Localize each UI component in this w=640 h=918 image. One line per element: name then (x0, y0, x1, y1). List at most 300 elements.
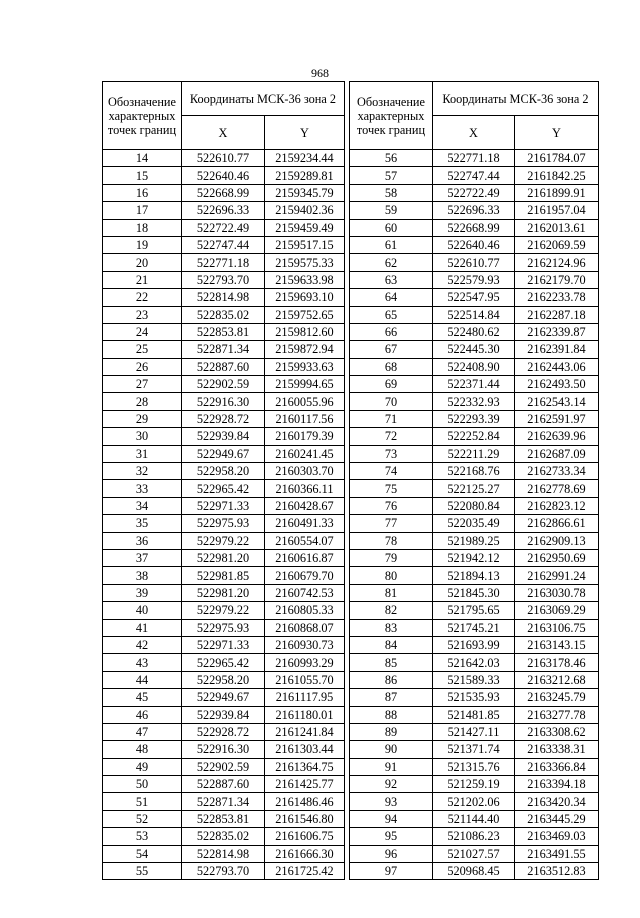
y-coordinate-cell: 2162591.97 (515, 410, 599, 427)
point-id-cell: 62 (350, 254, 433, 271)
table-row (103, 584, 345, 601)
table-row (103, 184, 345, 201)
table-row (350, 184, 599, 201)
table-row (350, 758, 599, 775)
point-id-cell: 44 (103, 671, 182, 688)
table-row (103, 341, 345, 358)
y-coordinate-cell: 2163469.03 (515, 828, 599, 845)
x-coordinate-cell: 522371.44 (433, 376, 515, 393)
table-row (103, 167, 345, 184)
x-coordinate-cell: 521315.76 (433, 758, 515, 775)
point-id-cell: 27 (103, 376, 182, 393)
table-row (103, 410, 345, 427)
point-id-cell: 68 (350, 358, 433, 375)
table-row (350, 515, 599, 532)
point-id-cell: 20 (103, 254, 182, 271)
point-id-cell: 55 (103, 863, 182, 880)
point-id-cell: 70 (350, 393, 433, 410)
table-row (103, 828, 345, 845)
y-coordinate-cell: 2161486.46 (265, 793, 345, 810)
y-coordinate-cell: 2161666.30 (265, 845, 345, 862)
y-coordinate-cell: 2161303.44 (265, 741, 345, 758)
point-id-cell: 93 (350, 793, 433, 810)
y-coordinate-cell: 2163030.78 (515, 584, 599, 601)
table-row (350, 776, 599, 793)
point-id-cell: 92 (350, 776, 433, 793)
point-id-cell: 66 (350, 323, 433, 340)
x-coordinate-cell: 521693.99 (433, 636, 515, 653)
table-row (350, 376, 599, 393)
x-coordinate-cell: 522916.30 (182, 741, 265, 758)
table-row (350, 741, 599, 758)
x-coordinate-cell: 522958.20 (182, 463, 265, 480)
x-coordinate-cell: 522853.81 (182, 323, 265, 340)
y-coordinate-cell: 2159752.65 (265, 306, 345, 323)
y-coordinate-cell: 2163106.75 (515, 619, 599, 636)
table-row (103, 150, 345, 167)
x-coordinate-cell: 522445.30 (433, 341, 515, 358)
y-coordinate-cell: 2162866.61 (515, 515, 599, 532)
y-coordinate-cell: 2160241.45 (265, 445, 345, 462)
y-coordinate-cell: 2161842.25 (515, 167, 599, 184)
y-coordinate-cell: 2160554.07 (265, 532, 345, 549)
point-id-cell: 37 (103, 549, 182, 566)
table-row (103, 741, 345, 758)
point-id-cell: 53 (103, 828, 182, 845)
point-id-header: Обозначение характерных точек границ (103, 82, 182, 150)
y-coordinate-cell: 2161606.75 (265, 828, 345, 845)
table-row (350, 202, 599, 219)
table-row (350, 654, 599, 671)
point-id-cell: 35 (103, 515, 182, 532)
y-coordinate-cell: 2159994.65 (265, 376, 345, 393)
x-coordinate-cell: 522579.93 (433, 271, 515, 288)
x-coordinate-cell: 522981.20 (182, 549, 265, 566)
table-row (350, 289, 599, 306)
point-id-cell: 75 (350, 480, 433, 497)
table-row (103, 445, 345, 462)
y-coordinate-cell: 2159633.98 (265, 271, 345, 288)
y-coordinate-cell: 2161425.77 (265, 776, 345, 793)
x-coordinate-cell: 521202.06 (433, 793, 515, 810)
x-coordinate-cell: 522125.27 (433, 480, 515, 497)
x-coordinate-cell: 522949.67 (182, 689, 265, 706)
x-coordinate-cell: 522640.46 (433, 236, 515, 253)
y-coordinate-cell: 2159345.79 (265, 184, 345, 201)
x-coordinate-cell: 521027.57 (433, 845, 515, 862)
table-row (103, 863, 345, 880)
table-row (103, 758, 345, 775)
x-coordinate-cell: 522853.81 (182, 810, 265, 827)
x-coordinate-cell: 522211.29 (433, 445, 515, 462)
y-coordinate-cell: 2162233.78 (515, 289, 599, 306)
x-coordinate-cell: 521942.12 (433, 549, 515, 566)
table-row (350, 341, 599, 358)
point-id-cell: 40 (103, 602, 182, 619)
table-row (103, 793, 345, 810)
y-coordinate-cell: 2163366.84 (515, 758, 599, 775)
x-coordinate-cell: 522939.84 (182, 428, 265, 445)
point-id-cell: 87 (350, 689, 433, 706)
x-coordinate-cell: 522480.62 (433, 323, 515, 340)
point-id-cell: 97 (350, 863, 433, 880)
x-coordinate-cell: 522640.46 (182, 167, 265, 184)
point-id-cell: 73 (350, 445, 433, 462)
table-row (350, 810, 599, 827)
point-id-cell: 19 (103, 236, 182, 253)
table-row (103, 845, 345, 862)
x-coordinate-cell: 522814.98 (182, 289, 265, 306)
point-id-header: Обозначение характерных точек границ (350, 82, 433, 150)
y-coordinate-cell: 2163394.18 (515, 776, 599, 793)
x-coordinate-cell: 521481.85 (433, 706, 515, 723)
point-id-cell: 14 (103, 150, 182, 167)
table-row (350, 549, 599, 566)
coordinates-header: Координаты МСК-36 зона 2 (182, 82, 345, 116)
y-coordinate-cell: 2161055.70 (265, 671, 345, 688)
point-id-cell: 77 (350, 515, 433, 532)
x-coordinate-cell: 522610.77 (433, 254, 515, 271)
page-number: 968 (311, 66, 329, 80)
x-coordinate-cell: 521745.21 (433, 619, 515, 636)
x-coordinate-cell: 522949.67 (182, 445, 265, 462)
x-coordinate-cell: 522035.49 (433, 515, 515, 532)
x-coordinate-cell: 522696.33 (182, 202, 265, 219)
y-coordinate-cell: 2159872.94 (265, 341, 345, 358)
table-row (103, 463, 345, 480)
x-coordinate-cell: 521894.13 (433, 567, 515, 584)
table-row (350, 671, 599, 688)
table-row (103, 636, 345, 653)
x-coordinate-cell: 522252.84 (433, 428, 515, 445)
y-coordinate-cell: 2159575.33 (265, 254, 345, 271)
point-id-cell: 32 (103, 463, 182, 480)
y-coordinate-cell: 2159693.10 (265, 289, 345, 306)
table-row (103, 689, 345, 706)
table-row (103, 602, 345, 619)
table-row (103, 323, 345, 340)
point-id-cell: 65 (350, 306, 433, 323)
point-id-cell: 39 (103, 584, 182, 601)
x-coordinate-cell: 522971.33 (182, 497, 265, 514)
point-id-cell: 30 (103, 428, 182, 445)
point-id-cell: 22 (103, 289, 182, 306)
table-row (103, 723, 345, 740)
y-coordinate-cell: 2163277.78 (515, 706, 599, 723)
x-coordinate-cell: 522965.42 (182, 480, 265, 497)
point-id-cell: 45 (103, 689, 182, 706)
table-row (350, 793, 599, 810)
point-id-cell: 95 (350, 828, 433, 845)
y-coordinate-cell: 2160993.29 (265, 654, 345, 671)
x-coordinate-cell: 522958.20 (182, 671, 265, 688)
table-row (350, 167, 599, 184)
point-id-cell: 80 (350, 567, 433, 584)
table-row (103, 289, 345, 306)
x-coordinate-cell: 522793.70 (182, 863, 265, 880)
table-row (350, 863, 599, 880)
table-row (103, 497, 345, 514)
table-row (350, 619, 599, 636)
x-coordinate-cell: 522793.70 (182, 271, 265, 288)
y-coordinate-cell: 2163069.29 (515, 602, 599, 619)
table-row (103, 358, 345, 375)
x-coordinate-cell: 522747.44 (182, 236, 265, 253)
table-row (103, 776, 345, 793)
table-row (350, 689, 599, 706)
point-id-cell: 94 (350, 810, 433, 827)
x-coordinate-cell: 522916.30 (182, 393, 265, 410)
y-coordinate-cell: 2159402.36 (265, 202, 345, 219)
y-coordinate-cell: 2162778.69 (515, 480, 599, 497)
table-row (103, 567, 345, 584)
y-coordinate-cell: 2161180.01 (265, 706, 345, 723)
y-coordinate-cell: 2161784.07 (515, 150, 599, 167)
y-coordinate-cell: 2162687.09 (515, 445, 599, 462)
point-id-cell: 48 (103, 741, 182, 758)
point-id-cell: 29 (103, 410, 182, 427)
table-row (103, 810, 345, 827)
point-id-cell: 63 (350, 271, 433, 288)
y-coordinate-cell: 2161899.91 (515, 184, 599, 201)
point-id-cell: 71 (350, 410, 433, 427)
y-coordinate-cell: 2159234.44 (265, 150, 345, 167)
point-id-cell: 52 (103, 810, 182, 827)
table-row (103, 271, 345, 288)
point-id-cell: 58 (350, 184, 433, 201)
y-coordinate-cell: 2163338.31 (515, 741, 599, 758)
y-coordinate-cell: 2162543.14 (515, 393, 599, 410)
point-id-cell: 24 (103, 323, 182, 340)
table-row (103, 376, 345, 393)
y-coordinate-cell: 2160055.96 (265, 393, 345, 410)
x-coordinate-cell: 522928.72 (182, 723, 265, 740)
x-coordinate-cell: 522887.60 (182, 358, 265, 375)
y-coordinate-cell: 2160303.70 (265, 463, 345, 480)
point-id-cell: 88 (350, 706, 433, 723)
x-coordinate-cell: 522871.34 (182, 793, 265, 810)
x-coordinate-cell: 522080.84 (433, 497, 515, 514)
x-coordinate-cell: 521589.33 (433, 671, 515, 688)
x-coordinate-cell: 522293.39 (433, 410, 515, 427)
y-coordinate-cell: 2160179.39 (265, 428, 345, 445)
table-row (350, 463, 599, 480)
x-coordinate-cell: 521845.30 (433, 584, 515, 601)
table-row (350, 306, 599, 323)
x-coordinate-cell: 522168.76 (433, 463, 515, 480)
x-coordinate-cell: 522514.84 (433, 306, 515, 323)
point-id-cell: 38 (103, 567, 182, 584)
x-coordinate-cell: 522610.77 (182, 150, 265, 167)
point-id-cell: 69 (350, 376, 433, 393)
table-row (103, 428, 345, 445)
x-coordinate-cell: 522902.59 (182, 758, 265, 775)
point-id-cell: 34 (103, 497, 182, 514)
table-row (350, 828, 599, 845)
x-coordinate-cell: 521795.65 (433, 602, 515, 619)
coordinates-table-right (349, 81, 599, 880)
y-coordinate-cell: 2163178.46 (515, 654, 599, 671)
y-coordinate-cell: 2160868.07 (265, 619, 345, 636)
point-id-cell: 21 (103, 271, 182, 288)
point-id-cell: 56 (350, 150, 433, 167)
table-row (350, 723, 599, 740)
table-row (103, 671, 345, 688)
y-coordinate-cell: 2160679.70 (265, 567, 345, 584)
coordinates-table-left (102, 81, 345, 880)
y-coordinate-cell: 2162733.34 (515, 463, 599, 480)
x-coordinate-cell: 522981.20 (182, 584, 265, 601)
point-id-cell: 42 (103, 636, 182, 653)
y-coordinate-cell: 2163212.68 (515, 671, 599, 688)
x-coordinate-cell: 522408.90 (433, 358, 515, 375)
x-coordinate-cell: 522547.95 (433, 289, 515, 306)
x-coordinate-cell: 522975.93 (182, 515, 265, 532)
y-coordinate-cell: 2160616.87 (265, 549, 345, 566)
y-coordinate-cell: 2160491.33 (265, 515, 345, 532)
point-id-cell: 64 (350, 289, 433, 306)
y-coordinate-cell: 2160117.56 (265, 410, 345, 427)
point-id-cell: 76 (350, 497, 433, 514)
x-coordinate-cell: 522928.72 (182, 410, 265, 427)
point-id-cell: 85 (350, 654, 433, 671)
table-row (350, 636, 599, 653)
table-row (103, 706, 345, 723)
y-coordinate-cell: 2163245.79 (515, 689, 599, 706)
x-coordinate-cell: 522971.33 (182, 636, 265, 653)
table-row (103, 532, 345, 549)
x-coordinate-cell: 522965.42 (182, 654, 265, 671)
y-coordinate-cell: 2162069.59 (515, 236, 599, 253)
table-row (103, 254, 345, 271)
table-row (350, 445, 599, 462)
table-row (350, 428, 599, 445)
point-id-cell: 15 (103, 167, 182, 184)
point-id-cell: 78 (350, 532, 433, 549)
table-row (350, 236, 599, 253)
x-coordinate-cell: 522668.99 (433, 219, 515, 236)
point-id-cell: 86 (350, 671, 433, 688)
y-coordinate-cell: 2160742.53 (265, 584, 345, 601)
point-id-cell: 67 (350, 341, 433, 358)
x-coordinate-cell: 522814.98 (182, 845, 265, 862)
table-row (350, 845, 599, 862)
table-row (103, 654, 345, 671)
y-coordinate-cell: 2162909.13 (515, 532, 599, 549)
coordinates-header: Координаты МСК-36 зона 2 (433, 82, 599, 116)
x-coordinate-cell: 522747.44 (433, 167, 515, 184)
x-coordinate-cell: 522887.60 (182, 776, 265, 793)
table-row (103, 619, 345, 636)
y-coordinate-cell: 2161364.75 (265, 758, 345, 775)
x-header: X (433, 116, 515, 150)
point-id-cell: 61 (350, 236, 433, 253)
point-id-cell: 49 (103, 758, 182, 775)
table-row (350, 254, 599, 271)
table-row (350, 480, 599, 497)
x-coordinate-cell: 521989.25 (433, 532, 515, 549)
y-coordinate-cell: 2162493.50 (515, 376, 599, 393)
y-coordinate-cell: 2159289.81 (265, 167, 345, 184)
point-id-cell: 79 (350, 549, 433, 566)
point-id-cell: 60 (350, 219, 433, 236)
y-coordinate-cell: 2162639.96 (515, 428, 599, 445)
x-coordinate-cell: 522835.02 (182, 306, 265, 323)
y-coordinate-cell: 2160805.33 (265, 602, 345, 619)
x-coordinate-cell: 522332.93 (433, 393, 515, 410)
point-id-cell: 84 (350, 636, 433, 653)
point-id-cell: 25 (103, 341, 182, 358)
table-row (350, 323, 599, 340)
y-coordinate-cell: 2161957.04 (515, 202, 599, 219)
point-id-cell: 74 (350, 463, 433, 480)
table-row (350, 393, 599, 410)
y-coordinate-cell: 2163491.55 (515, 845, 599, 862)
x-coordinate-cell: 521371.74 (433, 741, 515, 758)
point-id-cell: 43 (103, 654, 182, 671)
x-coordinate-cell: 522979.22 (182, 532, 265, 549)
point-id-cell: 50 (103, 776, 182, 793)
x-coordinate-cell: 522981.85 (182, 567, 265, 584)
y-coordinate-cell: 2160930.73 (265, 636, 345, 653)
table-row (103, 202, 345, 219)
point-id-cell: 72 (350, 428, 433, 445)
point-id-cell: 36 (103, 532, 182, 549)
y-coordinate-cell: 2159812.60 (265, 323, 345, 340)
point-id-cell: 31 (103, 445, 182, 462)
table-row (350, 584, 599, 601)
point-id-cell: 18 (103, 219, 182, 236)
y-coordinate-cell: 2162013.61 (515, 219, 599, 236)
x-coordinate-cell: 522771.18 (182, 254, 265, 271)
y-coordinate-cell: 2160366.11 (265, 480, 345, 497)
y-coordinate-cell: 2161725.42 (265, 863, 345, 880)
point-id-cell: 47 (103, 723, 182, 740)
y-coordinate-cell: 2162339.87 (515, 323, 599, 340)
x-coordinate-cell: 522835.02 (182, 828, 265, 845)
y-coordinate-cell: 2163143.15 (515, 636, 599, 653)
point-id-cell: 59 (350, 202, 433, 219)
table-row (350, 271, 599, 288)
y-coordinate-cell: 2162823.12 (515, 497, 599, 514)
x-coordinate-cell: 521642.03 (433, 654, 515, 671)
point-id-cell: 51 (103, 793, 182, 810)
y-coordinate-cell: 2162950.69 (515, 549, 599, 566)
x-coordinate-cell: 522771.18 (433, 150, 515, 167)
point-id-cell: 89 (350, 723, 433, 740)
point-id-cell: 41 (103, 619, 182, 636)
y-coordinate-cell: 2162991.24 (515, 567, 599, 584)
y-coordinate-cell: 2162391.84 (515, 341, 599, 358)
point-id-cell: 26 (103, 358, 182, 375)
table-row (350, 219, 599, 236)
y-coordinate-cell: 2163308.62 (515, 723, 599, 740)
point-id-cell: 23 (103, 306, 182, 323)
x-coordinate-cell: 522722.49 (182, 219, 265, 236)
x-coordinate-cell: 522939.84 (182, 706, 265, 723)
point-id-cell: 17 (103, 202, 182, 219)
x-coordinate-cell: 522902.59 (182, 376, 265, 393)
x-coordinate-cell: 522696.33 (433, 202, 515, 219)
table-row (103, 236, 345, 253)
table-row (103, 515, 345, 532)
table-row (350, 410, 599, 427)
x-coordinate-cell: 522668.99 (182, 184, 265, 201)
table-row (103, 480, 345, 497)
point-id-cell: 91 (350, 758, 433, 775)
y-coordinate-cell: 2162287.18 (515, 306, 599, 323)
point-id-cell: 82 (350, 602, 433, 619)
